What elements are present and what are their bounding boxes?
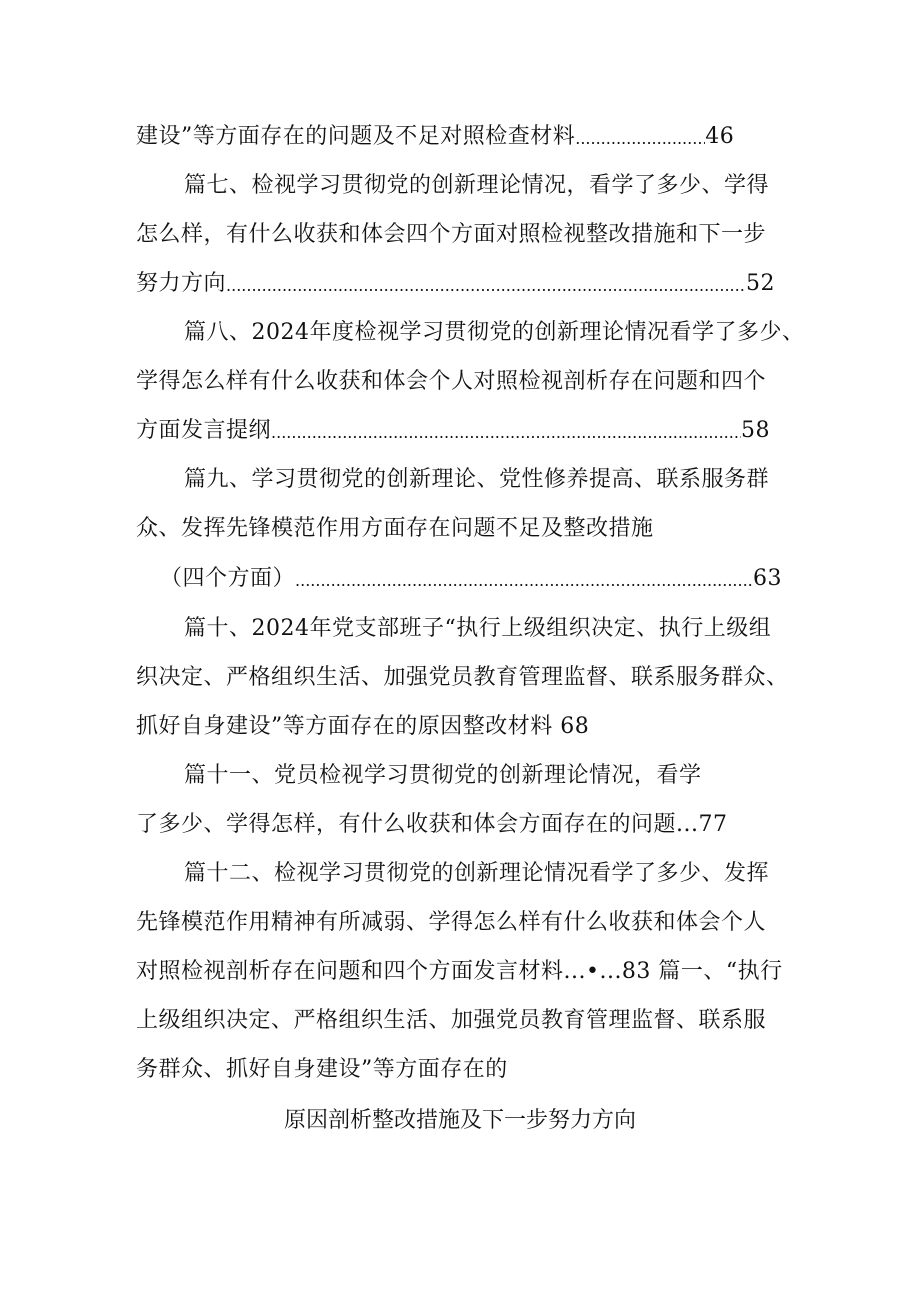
leader-dots [575, 126, 705, 152]
toc-entry-8-text: 方面发言提纲 [136, 418, 272, 443]
toc-entry-9-line-2: 众、发挥先锋模范作用方面存在问题不足及整改措施 [136, 516, 654, 541]
toc-entry-6-line [136, 122, 734, 152]
toc-entry-7-line-2: 怎么样，有什么收获和体会四个方面对照检视整改措施和下一步 [136, 222, 767, 247]
toc-entry-12-line-3: 对照检视剖析存在问题和四个方面发言材料...•...83 篇一、“执行 [136, 959, 783, 984]
toc-entry-6-text: 建设”等方面存在的问题及不足对照检查材料 [136, 124, 576, 149]
toc-entry-12-line-4: 上级组织决定、严格组织生活、加强党员教育管理监督、联系服 [136, 1008, 767, 1033]
toc-entry-7-page: 52 [746, 271, 776, 296]
leader-dots [295, 568, 753, 594]
toc-entry-12-line-2: 先锋模范作用精神有所减弱、学得怎么样有什么收获和体会个人 [136, 910, 767, 935]
toc-entry-10-line-3: 抓好自身建设”等方面存在的原因整改材料 68 [136, 714, 590, 739]
toc-entry-8-line-3 [136, 416, 770, 446]
toc-entry-8-page: 58 [741, 418, 771, 443]
toc-entry-8-line-2: 学得怎么样有什么收获和体会个人对照检视剖析存在问题和四个 [136, 369, 767, 394]
toc-entry-7-line-1: 篇七、检视学习贯彻党的创新理论情况，看学了多少、学得 [184, 173, 770, 198]
toc-entry-11-line-2: 了多少、学得怎样，有什么收获和体会方面存在的问题...77 [136, 812, 728, 837]
toc-entry-9-page: 63 [753, 566, 783, 591]
section-title: 原因剖析整改措施及下一步努力方向 [283, 1108, 636, 1133]
toc-entry-7-text: 努力方向 [136, 271, 227, 296]
toc-entry-10-line-1: 篇十、2024年党支部班子“执行上级组织决定、执行上级组 [184, 616, 772, 641]
leader-dots [226, 273, 746, 299]
toc-entry-10-line-2: 织决定、严格组织生活、加强党员教育管理监督、联系服务群众、 [136, 665, 789, 690]
toc-entry-9-text: （四个方面） [160, 566, 296, 591]
toc-entry-11-line-1: 篇十一、党员检视学习贯彻党的创新理论情况，看学 [184, 763, 702, 788]
toc-entry-8-line-1: 篇八、2024年度检视学习贯彻党的创新理论情况看学了多少、 [184, 320, 805, 345]
toc-entry-6-page: 46 [705, 124, 735, 149]
toc-entry-7-line-3 [136, 269, 775, 299]
toc-entry-12-line-1: 篇十二、检视学习贯彻党的创新理论情况看学了多少、发挥 [184, 861, 770, 886]
leader-dots [271, 420, 741, 446]
toc-entry-9-line-1: 篇九、学习贯彻党的创新理论、党性修养提高、联系服务群 [184, 467, 770, 492]
toc-entry-12-line-5: 务群众、抓好自身建设”等方面存在的 [136, 1057, 508, 1082]
toc-entry-9-line-3 [160, 564, 782, 594]
